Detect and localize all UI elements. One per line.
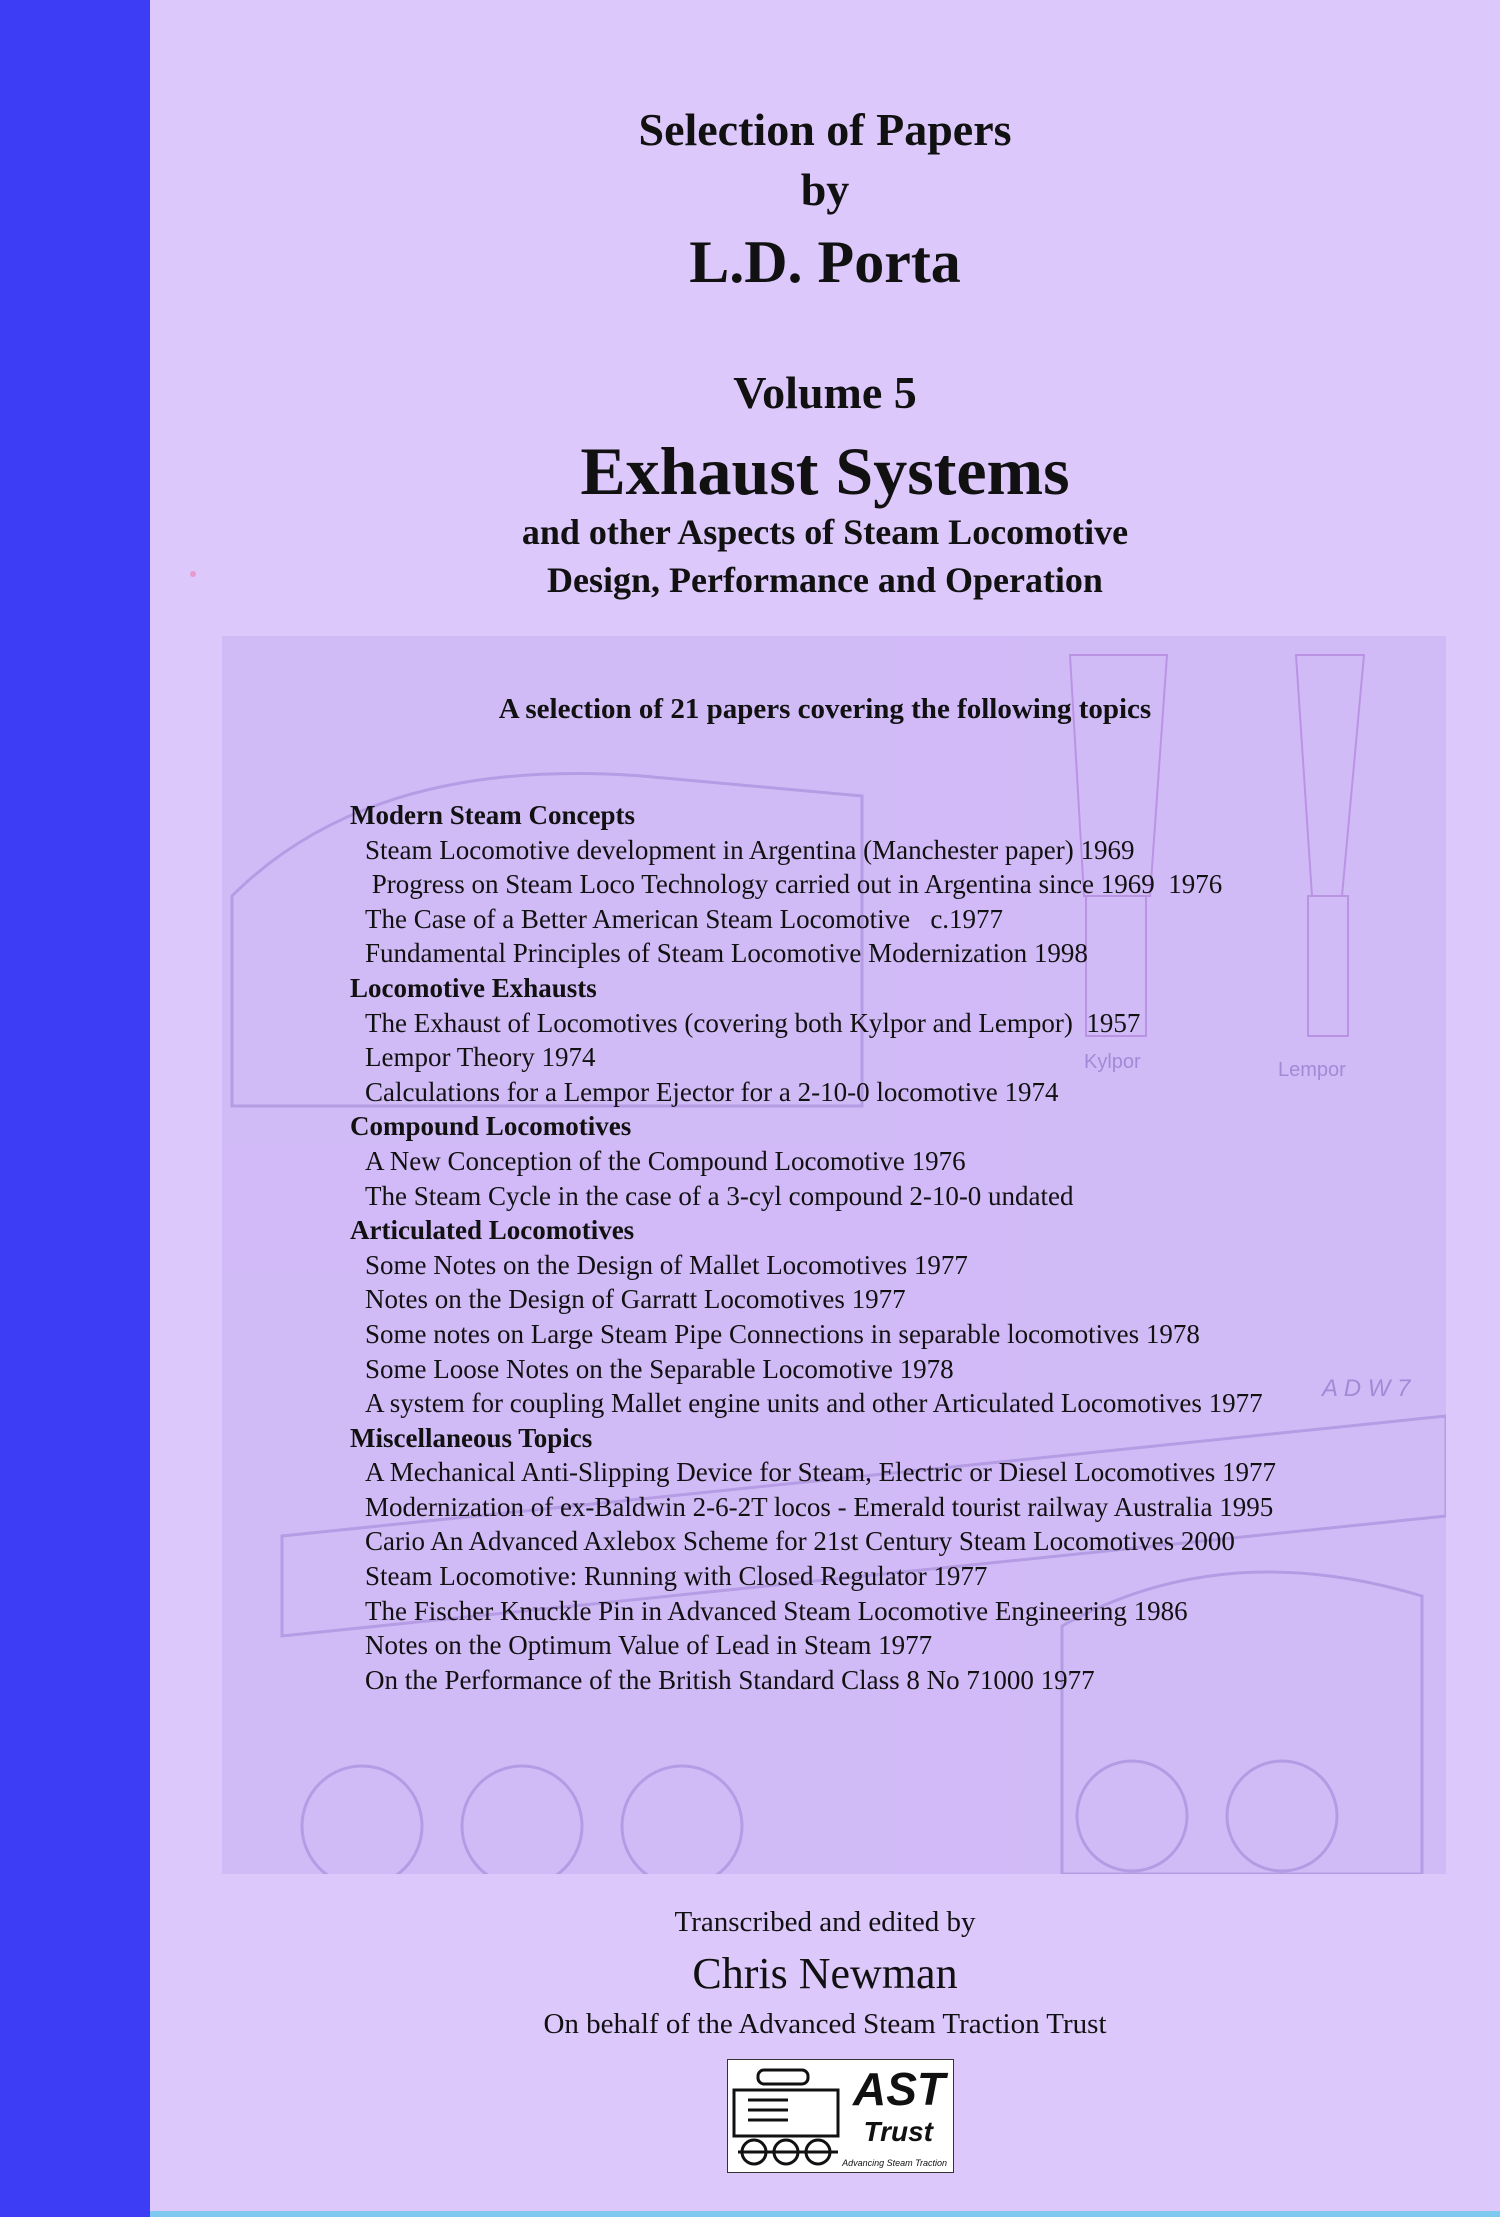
paper-item: Some Notes on the Design of Mallet Locomotives 1977 [365, 1249, 968, 1280]
author-name: L.D. Porta [689, 229, 961, 295]
credit-line: Transcribed and edited by [674, 1906, 976, 1938]
ast-trust-logo [727, 2059, 954, 2173]
paper-item: Steam Locomotive: Running with Closed Regulator 1977 [365, 1561, 988, 1592]
section-heading: Articulated Locomotives [350, 1215, 635, 1246]
logo-ast-text: AST [853, 2063, 945, 2115]
section [350, 1213, 1430, 1421]
artist-initials: A D W 7 [1322, 1375, 1411, 1402]
section-heading: Locomotive Exhausts [350, 972, 597, 1003]
paper-item: Some notes on Large Steam Pipe Connections in separable locomotives 1978 [365, 1318, 1200, 1349]
paper-item: A New Conception of the Compound Locomotive 1976 [365, 1145, 966, 1176]
locomotive-icon [728, 2060, 858, 2172]
book-subtitle [150, 508, 1500, 604]
paper-item: Steam Locomotive development in Argentina (Manchester paper) 1969 [365, 834, 1135, 865]
bottom-edge-strip [150, 2211, 1500, 2217]
paper-item: On the Performance of the British Standard Class 8 No 71000 1977 [365, 1664, 1095, 1695]
paper-item: Some Loose Notes on the Separable Locomotive 1978 [365, 1353, 954, 1384]
series-title-line1: Selection of Papers [638, 104, 1012, 155]
book-title: Exhaust Systems [580, 433, 1070, 509]
subtitle-line2: Design, Performance and Operation [547, 560, 1103, 600]
section [350, 798, 1430, 971]
paper-item: Modernization of ex-Baldwin 2-6-2T locos - Emerald tourist railway Australia 1995 [365, 1491, 1274, 1522]
section [350, 971, 1430, 1109]
logo-tagline: Advancing Steam Traction [842, 2158, 947, 2168]
kylpor-label: Kylpor [1084, 1051, 1141, 1073]
series-title-line2: by [800, 164, 850, 215]
editor-name: Chris Newman [692, 1949, 958, 1998]
paper-item: Progress on Steam Loco Technology carried out in Argentina since 1969 1976 [365, 869, 1223, 900]
paper-item: The Fischer Knuckle Pin in Advanced Steam Locomotive Engineering 1986 [365, 1595, 1188, 1626]
series-title [150, 100, 1500, 220]
paper-item: Calculations for a Lempor Ejector for a 2-10-0 locomotive 1974 [365, 1076, 1059, 1107]
paper-item: A Mechanical Anti-Slipping Device for Steam, Electric or Diesel Locomotives 1977 [365, 1457, 1277, 1488]
paper-item: The Case of a Better American Steam Locomotive c.1977 [365, 903, 1004, 934]
lempor-label: Lempor [1278, 1059, 1346, 1081]
paper-item: Fundamental Principles of Steam Locomotive Modernization 1998 [365, 938, 1088, 969]
paper-item: Cario An Advanced Axlebox Scheme for 21st Century Steam Locomotives 2000 [365, 1526, 1235, 1557]
publisher-line: On behalf of the Advanced Steam Traction Trust [543, 2008, 1107, 2040]
paper-item: Notes on the Optimum Value of Lead in Steam 1977 [365, 1630, 933, 1661]
book-spine [0, 0, 150, 2217]
subtitle-line1: and other Aspects of Steam Locomotive [521, 512, 1129, 552]
paper-item: A system for coupling Mallet engine units and other Articulated Locomotives 1977 [365, 1388, 1263, 1419]
section [350, 1421, 1430, 1698]
intro-line: A selection of 21 papers covering the following topics [498, 693, 1152, 725]
paper-item: The Steam Cycle in the case of a 3-cyl compound 2-10-0 undated [365, 1180, 1074, 1211]
paper-item: The Exhaust of Locomotives (covering both Kylpor and Lempor) 1957 [365, 1007, 1141, 1038]
volume-label: Volume 5 [733, 367, 917, 418]
section-heading: Modern Steam Concepts [350, 800, 635, 830]
table-of-contents [350, 798, 1430, 1697]
logo-trust-text: Trust [863, 2116, 933, 2147]
paper-item: Notes on the Design of Garratt Locomotives 1977 [365, 1284, 906, 1315]
section-heading: Miscellaneous Topics [350, 1422, 593, 1453]
section-heading: Compound Locomotives [350, 1111, 632, 1142]
paper-item: Lempor Theory 1974 [365, 1042, 596, 1073]
section [350, 1109, 1430, 1213]
